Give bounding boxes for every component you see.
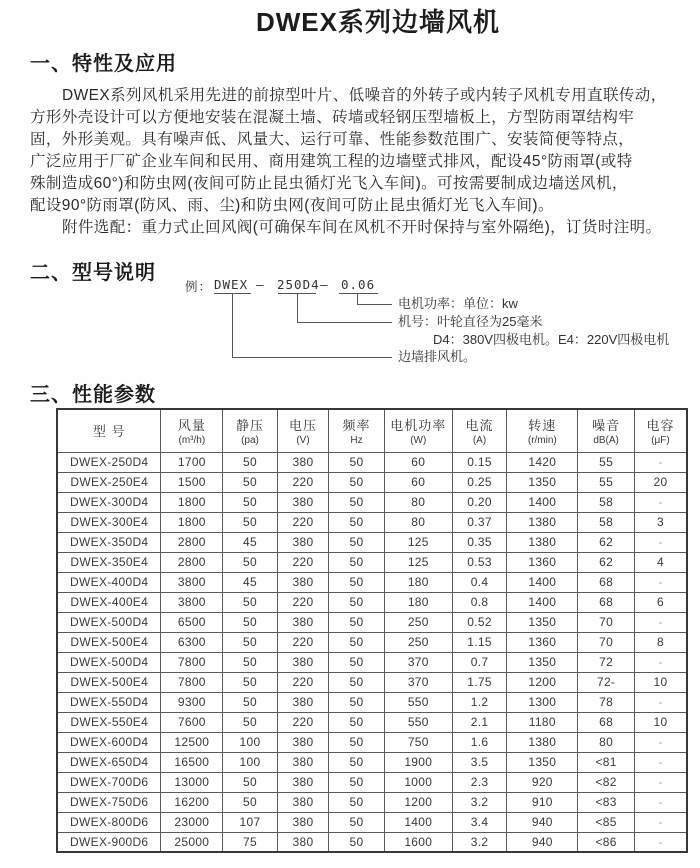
value-cell: 100 [223, 752, 278, 772]
value-cell: 50 [223, 492, 278, 512]
value-cell: 380 [277, 812, 328, 832]
value-cell: 50 [329, 792, 385, 812]
paragraph-line: 附件选配：重力式止回风阀(可确保车间在风机不开时保持与室外隔绝)，订货时注明。 [62, 219, 662, 236]
model-cell: DWEX-500E4 [57, 672, 161, 692]
table-row [57, 672, 687, 692]
value-cell: 1360 [507, 632, 578, 652]
value-cell: 75 [223, 832, 278, 852]
value-cell: 1400 [507, 572, 578, 592]
model-cell: DWEX-500D4 [57, 612, 161, 632]
value-cell: 380 [277, 492, 328, 512]
table-row [57, 472, 687, 492]
table-row [57, 652, 687, 672]
column-header: 噪音 dB(A) [578, 409, 635, 452]
column-header: 电流 (A) [452, 409, 507, 452]
value-cell: 1180 [507, 712, 578, 732]
value-cell: 1350 [507, 612, 578, 632]
value-cell: 1200 [384, 792, 452, 812]
table-row [57, 592, 687, 612]
value-cell: 25000 [161, 832, 223, 852]
paragraph-line: DWEX系列风机采用先进的前掠型叶片、低噪音的外转子或内转子风机专用直联传动， [62, 87, 667, 104]
value-cell: 50 [329, 832, 385, 852]
value-cell: <86 [578, 832, 635, 852]
value-cell: 940 [507, 832, 578, 852]
value-cell: 1500 [161, 472, 223, 492]
value-cell: 72 [578, 652, 635, 672]
value-cell: 125 [384, 552, 452, 572]
value-cell: 1800 [161, 492, 223, 512]
value-cell: 550 [384, 692, 452, 712]
value-cell: 125 [384, 532, 452, 552]
value-cell: 50 [223, 512, 278, 532]
value-cell: 100 [223, 732, 278, 752]
column-header: 频率 Hz [329, 409, 385, 452]
model-cell: DWEX-800D6 [57, 812, 161, 832]
value-cell: 50 [329, 552, 385, 572]
value-cell: 3800 [161, 572, 223, 592]
value-cell: 0.20 [452, 492, 507, 512]
table-row [57, 832, 687, 852]
table-row [57, 532, 687, 552]
value-cell: 50 [223, 612, 278, 632]
section-heading-model: 二、型号说明 [30, 262, 156, 284]
value-cell: 380 [277, 452, 328, 472]
value-cell: 380 [277, 792, 328, 812]
table-row [57, 632, 687, 652]
value-cell: 220 [277, 632, 328, 652]
value-cell: 50 [223, 632, 278, 652]
value-cell: 1300 [507, 692, 578, 712]
value-cell: 220 [277, 712, 328, 732]
value-cell: 50 [329, 532, 385, 552]
value-cell: 68 [578, 592, 635, 612]
label-motor-power: 电机功率：单位：kw [398, 296, 518, 311]
value-cell: 1380 [507, 512, 578, 532]
table-row [57, 792, 687, 812]
value-cell: 3.4 [452, 812, 507, 832]
value-cell: <82 [578, 772, 635, 792]
label-motor-type-note: D4：380V四极电机。E4：220V四极电机 [433, 332, 670, 347]
value-cell: 3.2 [452, 792, 507, 812]
value-cell: - [634, 652, 687, 672]
value-cell: 750 [384, 732, 452, 752]
model-cell: DWEX-550D4 [57, 692, 161, 712]
model-code-dash: — [256, 277, 265, 292]
model-cell: DWEX-500E4 [57, 632, 161, 652]
value-cell: 0.53 [452, 552, 507, 572]
value-cell: 1400 [384, 812, 452, 832]
value-cell: 1600 [384, 832, 452, 852]
section-heading-features: 一、特性及应用 [30, 53, 177, 75]
value-cell: 78 [578, 692, 635, 712]
label-machine-size: 机号：叶轮直径为25毫米 [398, 314, 543, 329]
value-cell: 10 [634, 712, 687, 732]
value-cell: 23000 [161, 812, 223, 832]
value-cell: 1350 [507, 472, 578, 492]
value-cell: <83 [578, 792, 635, 812]
table-row [57, 772, 687, 792]
table-row [57, 732, 687, 752]
value-cell: 50 [329, 612, 385, 632]
value-cell: 50 [223, 772, 278, 792]
value-cell: 6300 [161, 632, 223, 652]
value-cell: - [634, 812, 687, 832]
value-cell: 50 [223, 712, 278, 732]
value-cell: 7800 [161, 672, 223, 692]
column-header: 电压 (V) [277, 409, 328, 452]
value-cell: 6 [634, 592, 687, 612]
value-cell: 0.4 [452, 572, 507, 592]
value-cell: 50 [329, 452, 385, 472]
value-cell: 1360 [507, 552, 578, 572]
value-cell: 50 [329, 632, 385, 652]
value-cell: 107 [223, 812, 278, 832]
value-cell: 1700 [161, 452, 223, 472]
value-cell: 1400 [507, 492, 578, 512]
column-header: 型 号 [57, 409, 161, 452]
value-cell: 380 [277, 772, 328, 792]
table-row [57, 692, 687, 712]
value-cell: 16200 [161, 792, 223, 812]
value-cell: 50 [223, 792, 278, 812]
model-cell: DWEX-900D6 [57, 832, 161, 852]
model-cell: DWEX-350D4 [57, 532, 161, 552]
value-cell: 8 [634, 632, 687, 652]
column-header: 电容 (μF) [634, 409, 687, 452]
example-prefix: 例： [185, 280, 213, 294]
value-cell: 380 [277, 732, 328, 752]
value-cell: 62 [578, 552, 635, 572]
value-cell: 1420 [507, 452, 578, 472]
column-header: 风量 (m³/h) [161, 409, 223, 452]
performance-table [56, 408, 688, 853]
value-cell: 60 [384, 452, 452, 472]
value-cell: 380 [277, 572, 328, 592]
paragraph-line: 配设90°防雨罩(防风、雨、尘)和防虫网(夜间可防止昆虫循灯光飞入车间)。 [30, 197, 554, 214]
value-cell: 370 [384, 652, 452, 672]
value-cell: 920 [507, 772, 578, 792]
value-cell: 58 [578, 492, 635, 512]
value-cell: 1380 [507, 732, 578, 752]
value-cell: 60 [384, 472, 452, 492]
column-header: 电机功率 (W) [384, 409, 452, 452]
value-cell: 3 [634, 512, 687, 532]
value-cell: - [634, 612, 687, 632]
value-cell: 550 [384, 712, 452, 732]
value-cell: 45 [223, 572, 278, 592]
value-cell: 250 [384, 612, 452, 632]
value-cell: 1200 [507, 672, 578, 692]
value-cell: - [634, 772, 687, 792]
value-cell: 13000 [161, 772, 223, 792]
value-cell: 80 [578, 732, 635, 752]
value-cell: 380 [277, 652, 328, 672]
value-cell: 1350 [507, 752, 578, 772]
value-cell: 70 [578, 612, 635, 632]
value-cell: <81 [578, 752, 635, 772]
value-cell: 50 [223, 672, 278, 692]
model-cell: DWEX-250E4 [57, 472, 161, 492]
value-cell: 50 [329, 472, 385, 492]
value-cell: 50 [329, 652, 385, 672]
value-cell: 220 [277, 592, 328, 612]
value-cell: - [634, 832, 687, 852]
value-cell: 380 [277, 612, 328, 632]
paragraph-line: 方形外壳设计可以方便地安装在混凝土墙、砖墙或轻钢压型墙板上，方型防雨罩结构牢 [30, 109, 635, 126]
value-cell: 1.75 [452, 672, 507, 692]
value-cell: - [634, 692, 687, 712]
table-row [57, 612, 687, 632]
value-cell: <85 [578, 812, 635, 832]
value-cell: 50 [329, 672, 385, 692]
value-cell: 3.2 [452, 832, 507, 852]
value-cell: 380 [277, 532, 328, 552]
table-row [57, 552, 687, 572]
value-cell: 68 [578, 712, 635, 732]
value-cell: 50 [329, 732, 385, 752]
value-cell: 55 [578, 452, 635, 472]
value-cell: 7600 [161, 712, 223, 732]
table-row [57, 492, 687, 512]
value-cell: 58 [578, 512, 635, 532]
model-cell: DWEX-700D6 [57, 772, 161, 792]
value-cell: 1.2 [452, 692, 507, 712]
value-cell: 50 [329, 812, 385, 832]
value-cell: 1900 [384, 752, 452, 772]
model-cell: DWEX-350E4 [57, 552, 161, 572]
value-cell: 910 [507, 792, 578, 812]
value-cell: - [634, 572, 687, 592]
value-cell: 1400 [507, 592, 578, 612]
value-cell: 0.15 [452, 452, 507, 472]
perf-table-body [57, 452, 687, 852]
value-cell: 370 [384, 672, 452, 692]
value-cell: 50 [329, 692, 385, 712]
perf-table-header-row [57, 409, 687, 452]
model-cell: DWEX-550E4 [57, 712, 161, 732]
value-cell: 50 [329, 572, 385, 592]
value-cell: - [634, 452, 687, 472]
value-cell: 12500 [161, 732, 223, 752]
page-title: DWEX系列边墙风机 [255, 7, 500, 37]
value-cell: 380 [277, 832, 328, 852]
value-cell: 50 [329, 772, 385, 792]
value-cell: 68 [578, 572, 635, 592]
value-cell: 220 [277, 552, 328, 572]
model-cell: DWEX-600D4 [57, 732, 161, 752]
value-cell: - [634, 752, 687, 772]
value-cell: 1800 [161, 512, 223, 532]
value-cell: 380 [277, 752, 328, 772]
model-code-size: 250D4 [277, 277, 320, 292]
value-cell: 50 [329, 712, 385, 732]
value-cell: 180 [384, 592, 452, 612]
model-cell: DWEX-300D4 [57, 492, 161, 512]
value-cell: 0.35 [452, 532, 507, 552]
paragraph-line: 固，外形美观。具有噪声低、风量大、运行可靠、性能参数范围广、安装简便等特点， [30, 131, 635, 148]
value-cell: 940 [507, 812, 578, 832]
table-row [57, 572, 687, 592]
section-heading-performance: 三、性能参数 [30, 384, 156, 406]
value-cell: 380 [277, 692, 328, 712]
value-cell: 55 [578, 472, 635, 492]
value-cell: 2.3 [452, 772, 507, 792]
model-cell: DWEX-250D4 [57, 452, 161, 472]
value-cell: 0.37 [452, 512, 507, 532]
value-cell: - [634, 792, 687, 812]
table-row [57, 512, 687, 532]
model-cell: DWEX-500D4 [57, 652, 161, 672]
value-cell: 3800 [161, 592, 223, 612]
value-cell: 6500 [161, 612, 223, 632]
value-cell: 1.6 [452, 732, 507, 752]
value-cell: 1.15 [452, 632, 507, 652]
value-cell: 0.8 [452, 592, 507, 612]
model-notation-diagram [0, 276, 700, 381]
value-cell: 2800 [161, 552, 223, 572]
model-cell: DWEX-300E4 [57, 512, 161, 532]
model-code-power: 0.06 [341, 277, 376, 292]
value-cell: - [634, 492, 687, 512]
value-cell: 0.25 [452, 472, 507, 492]
value-cell: 180 [384, 572, 452, 592]
table-row [57, 712, 687, 732]
value-cell: - [634, 532, 687, 552]
value-cell: 50 [223, 552, 278, 572]
value-cell: 0.52 [452, 612, 507, 632]
paragraph-line: 殊制造成60°)和防虫网(夜间可防止昆虫循灯光飞入车间)。可按需要制成边墙送风机， [30, 175, 628, 192]
value-cell: - [634, 732, 687, 752]
value-cell: 0.7 [452, 652, 507, 672]
column-header: 转速 (r/min) [507, 409, 578, 452]
value-cell: 50 [329, 492, 385, 512]
value-cell: 4 [634, 552, 687, 572]
connector-lines [0, 276, 700, 381]
value-cell: 50 [329, 752, 385, 772]
value-cell: 7800 [161, 652, 223, 672]
value-cell: 50 [329, 592, 385, 612]
value-cell: 16500 [161, 752, 223, 772]
value-cell: 2800 [161, 532, 223, 552]
value-cell: 50 [223, 652, 278, 672]
value-cell: 1350 [507, 652, 578, 672]
paragraph-line: 广泛应用于厂矿企业车间和民用、商用建筑工程的边墙壁式排风，配设45°防雨罩(或特 [30, 153, 633, 170]
value-cell: 220 [277, 472, 328, 492]
model-cell: DWEX-400D4 [57, 572, 161, 592]
value-cell: 1000 [384, 772, 452, 792]
value-cell: 220 [277, 512, 328, 532]
value-cell: 62 [578, 532, 635, 552]
value-cell: 250 [384, 632, 452, 652]
features-text [30, 85, 696, 239]
value-cell: 220 [277, 672, 328, 692]
model-cell: DWEX-400E4 [57, 592, 161, 612]
model-cell: DWEX-750D6 [57, 792, 161, 812]
model-code-dash: — [320, 277, 329, 292]
value-cell: 80 [384, 512, 452, 532]
value-cell: 10 [634, 672, 687, 692]
value-cell: 3.5 [452, 752, 507, 772]
table-row [57, 752, 687, 772]
column-header: 静压 (pa) [223, 409, 278, 452]
value-cell: 1380 [507, 532, 578, 552]
model-cell: DWEX-650D4 [57, 752, 161, 772]
value-cell: 45 [223, 532, 278, 552]
value-cell: 72- [578, 672, 635, 692]
value-cell: 50 [329, 512, 385, 532]
value-cell: 50 [223, 472, 278, 492]
value-cell: 50 [223, 692, 278, 712]
label-fan-type: 边墙排风机。 [398, 349, 477, 364]
value-cell: 20 [634, 472, 687, 492]
value-cell: 9300 [161, 692, 223, 712]
table-row [57, 812, 687, 832]
value-cell: 50 [223, 592, 278, 612]
value-cell: 50 [223, 452, 278, 472]
model-code-brand: DWEX [214, 277, 249, 292]
value-cell: 2.1 [452, 712, 507, 732]
table-row [57, 452, 687, 472]
value-cell: 70 [578, 632, 635, 652]
value-cell: 80 [384, 492, 452, 512]
